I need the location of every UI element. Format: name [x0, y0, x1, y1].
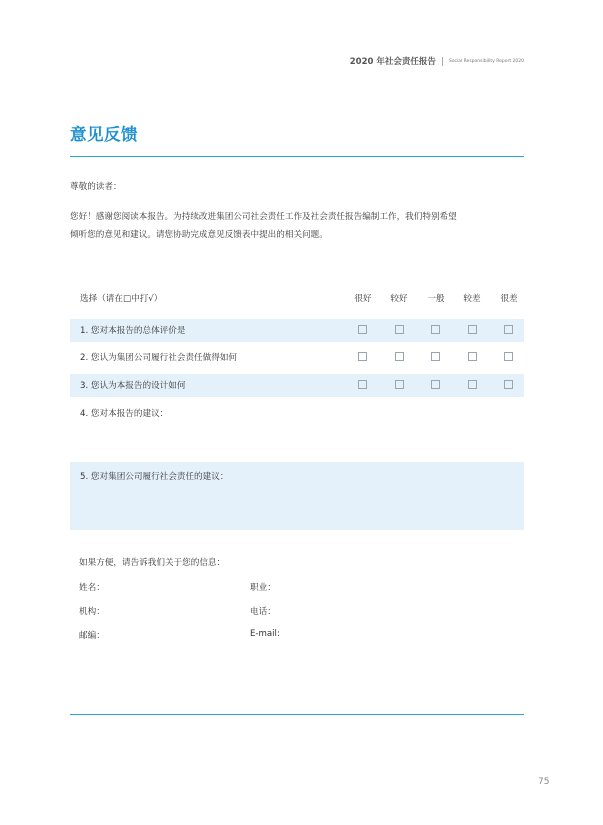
contact-intro: 如果方便，请告诉我们关于您的信息：: [79, 558, 226, 568]
running-header: [350, 55, 524, 67]
rating-very-poor: 很差: [500, 294, 518, 304]
q2-very-good-checkbox[interactable]: [358, 352, 367, 361]
question-5-text: 5. 您对集团公司履行社会责任的建议：: [80, 472, 229, 482]
q2-average-checkbox[interactable]: [431, 352, 440, 361]
open-question-4[interactable]: [70, 399, 524, 461]
report-title: 2020 年社会责任报告: [349, 57, 436, 67]
page-number: 75: [538, 777, 550, 787]
report-subtitle: Social Responsibility Report 2020: [448, 58, 524, 64]
q3-very-good-checkbox[interactable]: [358, 380, 367, 389]
phone-field-label: 电话：: [250, 607, 276, 617]
q2-very-poor-checkbox[interactable]: [504, 352, 513, 361]
q1-very-poor-checkbox[interactable]: [504, 325, 513, 334]
intro-line-2: 倾听您的意见和建议。请您协助完成意见反馈表中提出的相关问题。: [70, 230, 328, 240]
job-field-label: 职业：: [250, 583, 276, 593]
name-field-label: 姓名：: [79, 583, 105, 593]
intro-line-1: 您好！感谢您阅读本报告。为持续改进集团公司社会责任工作及社会责任报告编制工作，我们特别希望: [70, 212, 457, 222]
greeting: 尊敬的读者：: [70, 182, 122, 192]
organization-field-label: 机构：: [79, 607, 105, 617]
question-2-text: 2. 您认为集团公司履行社会责任做得如何: [80, 353, 238, 363]
bottom-divider: [70, 714, 524, 715]
rating-good: 较好: [390, 294, 408, 304]
q1-good-checkbox[interactable]: [395, 325, 404, 334]
q3-very-poor-checkbox[interactable]: [504, 380, 513, 389]
header-divider: [442, 57, 443, 66]
question-4-text: 4. 您对本报告的建议：: [80, 409, 169, 419]
q1-very-good-checkbox[interactable]: [358, 325, 367, 334]
q3-good-checkbox[interactable]: [395, 380, 404, 389]
open-question-5[interactable]: [70, 462, 524, 530]
q2-poor-checkbox[interactable]: [468, 352, 477, 361]
rating-poor: 较差: [463, 294, 481, 304]
survey-header: [70, 288, 524, 308]
email-field-label: E-mail:: [250, 629, 280, 639]
question-row-1: [70, 319, 524, 342]
rating-average: 一般: [427, 294, 445, 304]
intro-paragraph: [70, 208, 528, 244]
survey-instruction: 选择（请在□中打√）: [80, 294, 163, 304]
rating-very-good: 很好: [354, 294, 372, 304]
q1-average-checkbox[interactable]: [431, 325, 440, 334]
q3-poor-checkbox[interactable]: [468, 380, 477, 389]
question-1-text: 1. 您对本报告的总体评价是: [80, 326, 186, 336]
q3-average-checkbox[interactable]: [431, 380, 440, 389]
question-row-3: [70, 374, 524, 397]
title-divider: [70, 156, 524, 157]
question-3-text: 3. 您认为本报告的设计如何: [80, 381, 186, 391]
q2-good-checkbox[interactable]: [395, 352, 404, 361]
question-row-2: [70, 346, 524, 369]
page-title: 意见反馈: [70, 125, 138, 144]
postcode-field-label: 邮编：: [79, 631, 105, 641]
q1-poor-checkbox[interactable]: [468, 325, 477, 334]
